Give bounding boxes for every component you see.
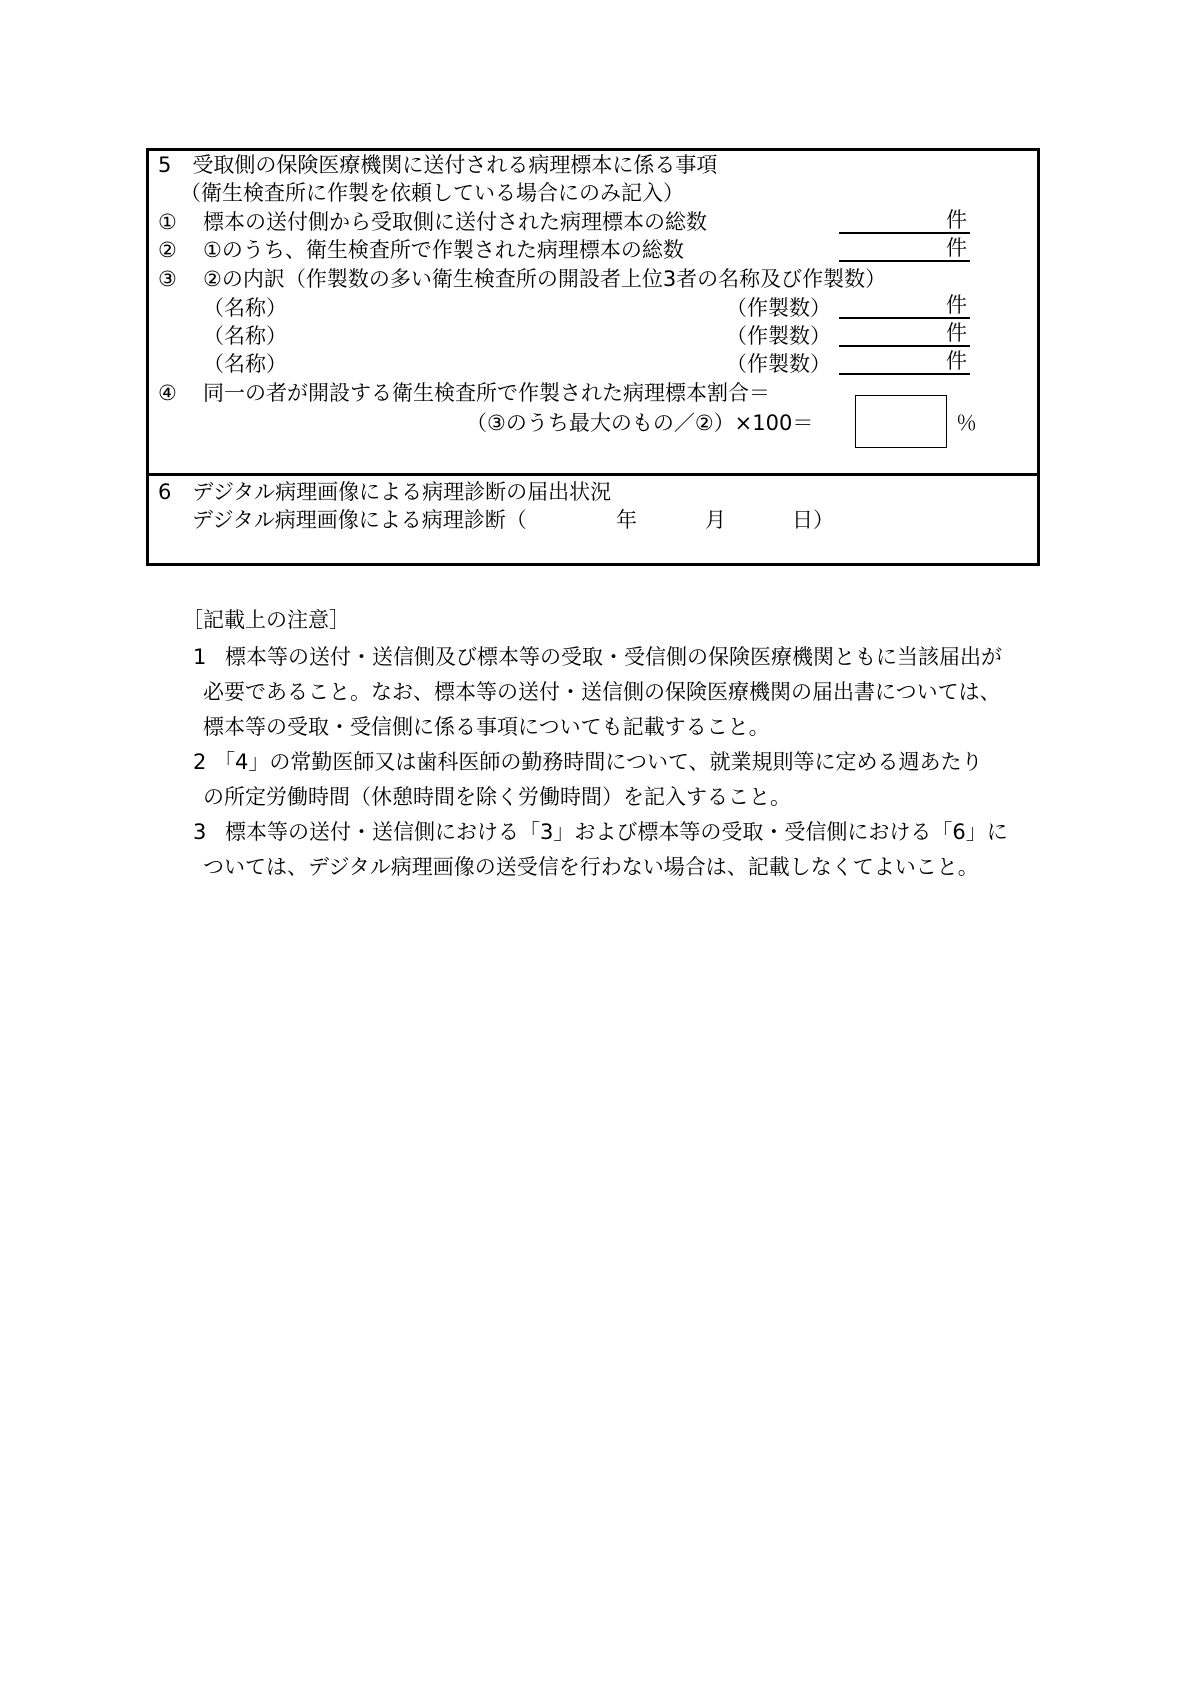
- note-number: 3: [193, 820, 207, 844]
- item1-unit: 件: [946, 208, 967, 232]
- breakdown-count-label: （作製数）: [726, 296, 831, 320]
- note-line: ついては、デジタル病理画像の送受信を行わない場合は、記載しなくてよいこと。: [203, 855, 979, 879]
- section6-heading: 6 デジタル病理画像による病理診断の届出状況: [158, 480, 612, 504]
- day-label: 日）: [792, 508, 834, 532]
- item3-number: ③: [158, 267, 177, 291]
- item1-number: ①: [158, 210, 177, 234]
- item2-label: ①のうち、衛生検査所で作製された病理標本の総数: [203, 238, 684, 262]
- month-field[interactable]: [645, 506, 705, 534]
- breakdown-count-label: （作製数）: [726, 324, 831, 348]
- item4-formula: （③のうち最大のもの／②）×100＝: [466, 411, 814, 435]
- percentage-input-box[interactable]: [855, 395, 947, 448]
- note-line: 必要であること。なお、標本等の送付・送信側の保険医療機関の届出書については、: [203, 680, 1001, 704]
- item1-label: 標本の送付側から受取側に送付された病理標本の総数: [203, 210, 707, 234]
- note-line: 標本等の受取・受信側に係る事項についても記載すること。: [203, 715, 770, 739]
- breakdown-unit: 件: [946, 293, 967, 317]
- note-line: 「4」の常勤医師又は歯科医師の勤務時間について、就業規則等に定める週あたり: [214, 750, 983, 774]
- note-line: 標本等の送付・送信側における「3」および標本等の受取・受信側における「6」に: [225, 820, 1008, 844]
- item4-label: 同一の者が開設する衛生検査所で作製された病理標本割合＝: [203, 381, 770, 405]
- breakdown-name-label: （名称）: [203, 324, 287, 348]
- item2-number: ②: [158, 238, 177, 262]
- note-number: 1: [193, 645, 207, 669]
- breakdown-name-label: （名称）: [203, 296, 287, 320]
- section5-heading: 5 受取側の保険医療機関に送付される病理標本に係る事項: [158, 153, 718, 177]
- section6-date-label: デジタル病理画像による病理診断（: [192, 508, 527, 532]
- breakdown-count-label: （作製数）: [726, 352, 831, 376]
- item2-unit: 件: [946, 236, 967, 260]
- breakdown-name-label: （名称）: [203, 352, 287, 376]
- breakdown-unit: 件: [946, 321, 967, 345]
- item4-number: ④: [158, 381, 177, 405]
- notes-title: ［記載上の注意］: [182, 608, 350, 632]
- percent-unit: ％: [956, 411, 977, 435]
- note-number: 2: [193, 750, 207, 774]
- item3-label: ②の内訳（作製数の多い衛生検査所の開設者上位3者の名称及び作製数）: [203, 267, 887, 291]
- section-divider: [146, 473, 1040, 476]
- note-line: の所定労働時間（休憩時間を除く労働時間）を記入すること。: [203, 785, 791, 809]
- breakdown-unit: 件: [946, 349, 967, 373]
- year-label: 年: [616, 508, 637, 532]
- day-field[interactable]: [735, 506, 790, 534]
- month-label: 月: [705, 508, 726, 532]
- year-field[interactable]: [535, 506, 615, 534]
- note-line: 標本等の送付・送信側及び標本等の受取・受信側の保険医療機関ともに当該届出が: [225, 645, 1002, 669]
- section5-subheading: （衛生検査所に作製を依頼している場合にのみ記入）: [180, 181, 684, 205]
